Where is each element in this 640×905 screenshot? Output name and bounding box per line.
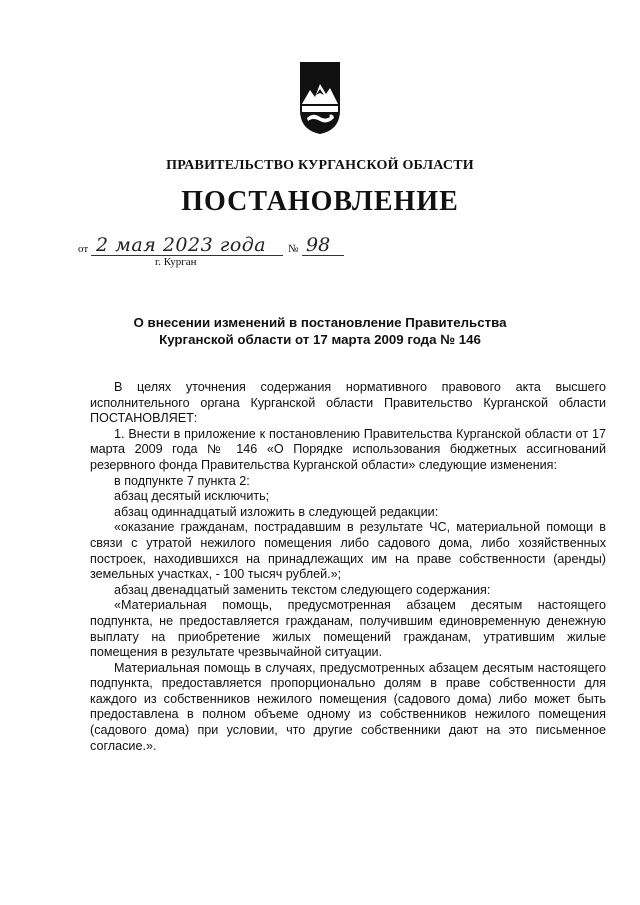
- body-paragraph: абзац десятый исключить;: [114, 489, 270, 504]
- body-paragraph: «Материальная помощь, предусмотренная абзацем десятым настоящего подпункта, не предоставляется гражданам, получившим единовременную денежную выплату на приобретение жилых помещений гражданам, утратившим жилые помещения в результате чрезвычайной ситуации.: [90, 598, 606, 660]
- government-title: ПРАВИТЕЛЬСТВО КУРГАНСКОЙ ОБЛАСТИ: [166, 158, 474, 173]
- kurgan-coat-of-arms-icon: [298, 60, 342, 136]
- date-label: от: [78, 243, 89, 255]
- document-body: [90, 380, 606, 754]
- city-label: г. Курган: [155, 256, 197, 268]
- document-meta: [0, 236, 640, 270]
- body-paragraph: абзац одиннадцатый изложить в следующей редакции:: [114, 504, 439, 519]
- handwritten-date: 2 мая 2023 года: [96, 234, 267, 256]
- body-paragraph: в подпункте 7 пункта 2:: [114, 473, 250, 488]
- subject-line: О внесении изменений в постановление Правительства: [133, 315, 507, 330]
- body-paragraph: В целях уточнения содержания нормативного правового акта высшего исполнительного органа Курганской области Правительство Курганской области ПОСТАНОВЛЯЕТ:: [90, 380, 606, 426]
- body-paragraph: 1. Внести в приложение к постановлению Правительства Курганской области от 17 марта 2009 года № 146 «О Порядке использования бюджетных ассигнований резервного фонда Правительства Курганской области» следующие изменения:: [90, 426, 606, 472]
- handwritten-number: 98: [306, 234, 331, 256]
- body-paragraph: «оказание гражданам, пострадавшим в результате ЧС, материальной помощи в связи с утратой нежилого помещения либо садового дома, либо хозяйственных построек, находившихся на принадлежащих им на праве собственности (аренды) земельных участках, - 100 тысяч рублей.»;: [90, 520, 606, 582]
- document-subject: [0, 314, 640, 348]
- number-label: №: [288, 243, 299, 255]
- document-type-heading: ПОСТАНОВЛЕНИЕ: [181, 186, 459, 217]
- subject-line: Курганской области от 17 марта 2009 года № 146: [159, 332, 481, 347]
- body-paragraph: Материальная помощь в случаях, предусмотренных абзацем десятым настоящего подпункта, предоставляется пропорционально долям в праве собственности для каждого из собственников нежилого помещения (садового дома) либо может быть предоставлена в полном объеме одному из собственников нежилого помещения (садового дома) при условии, что другие собственники дают на это письменное согласие.».: [90, 660, 606, 753]
- body-paragraph: абзац двенадцатый заменить текстом следующего содержания:: [114, 582, 491, 597]
